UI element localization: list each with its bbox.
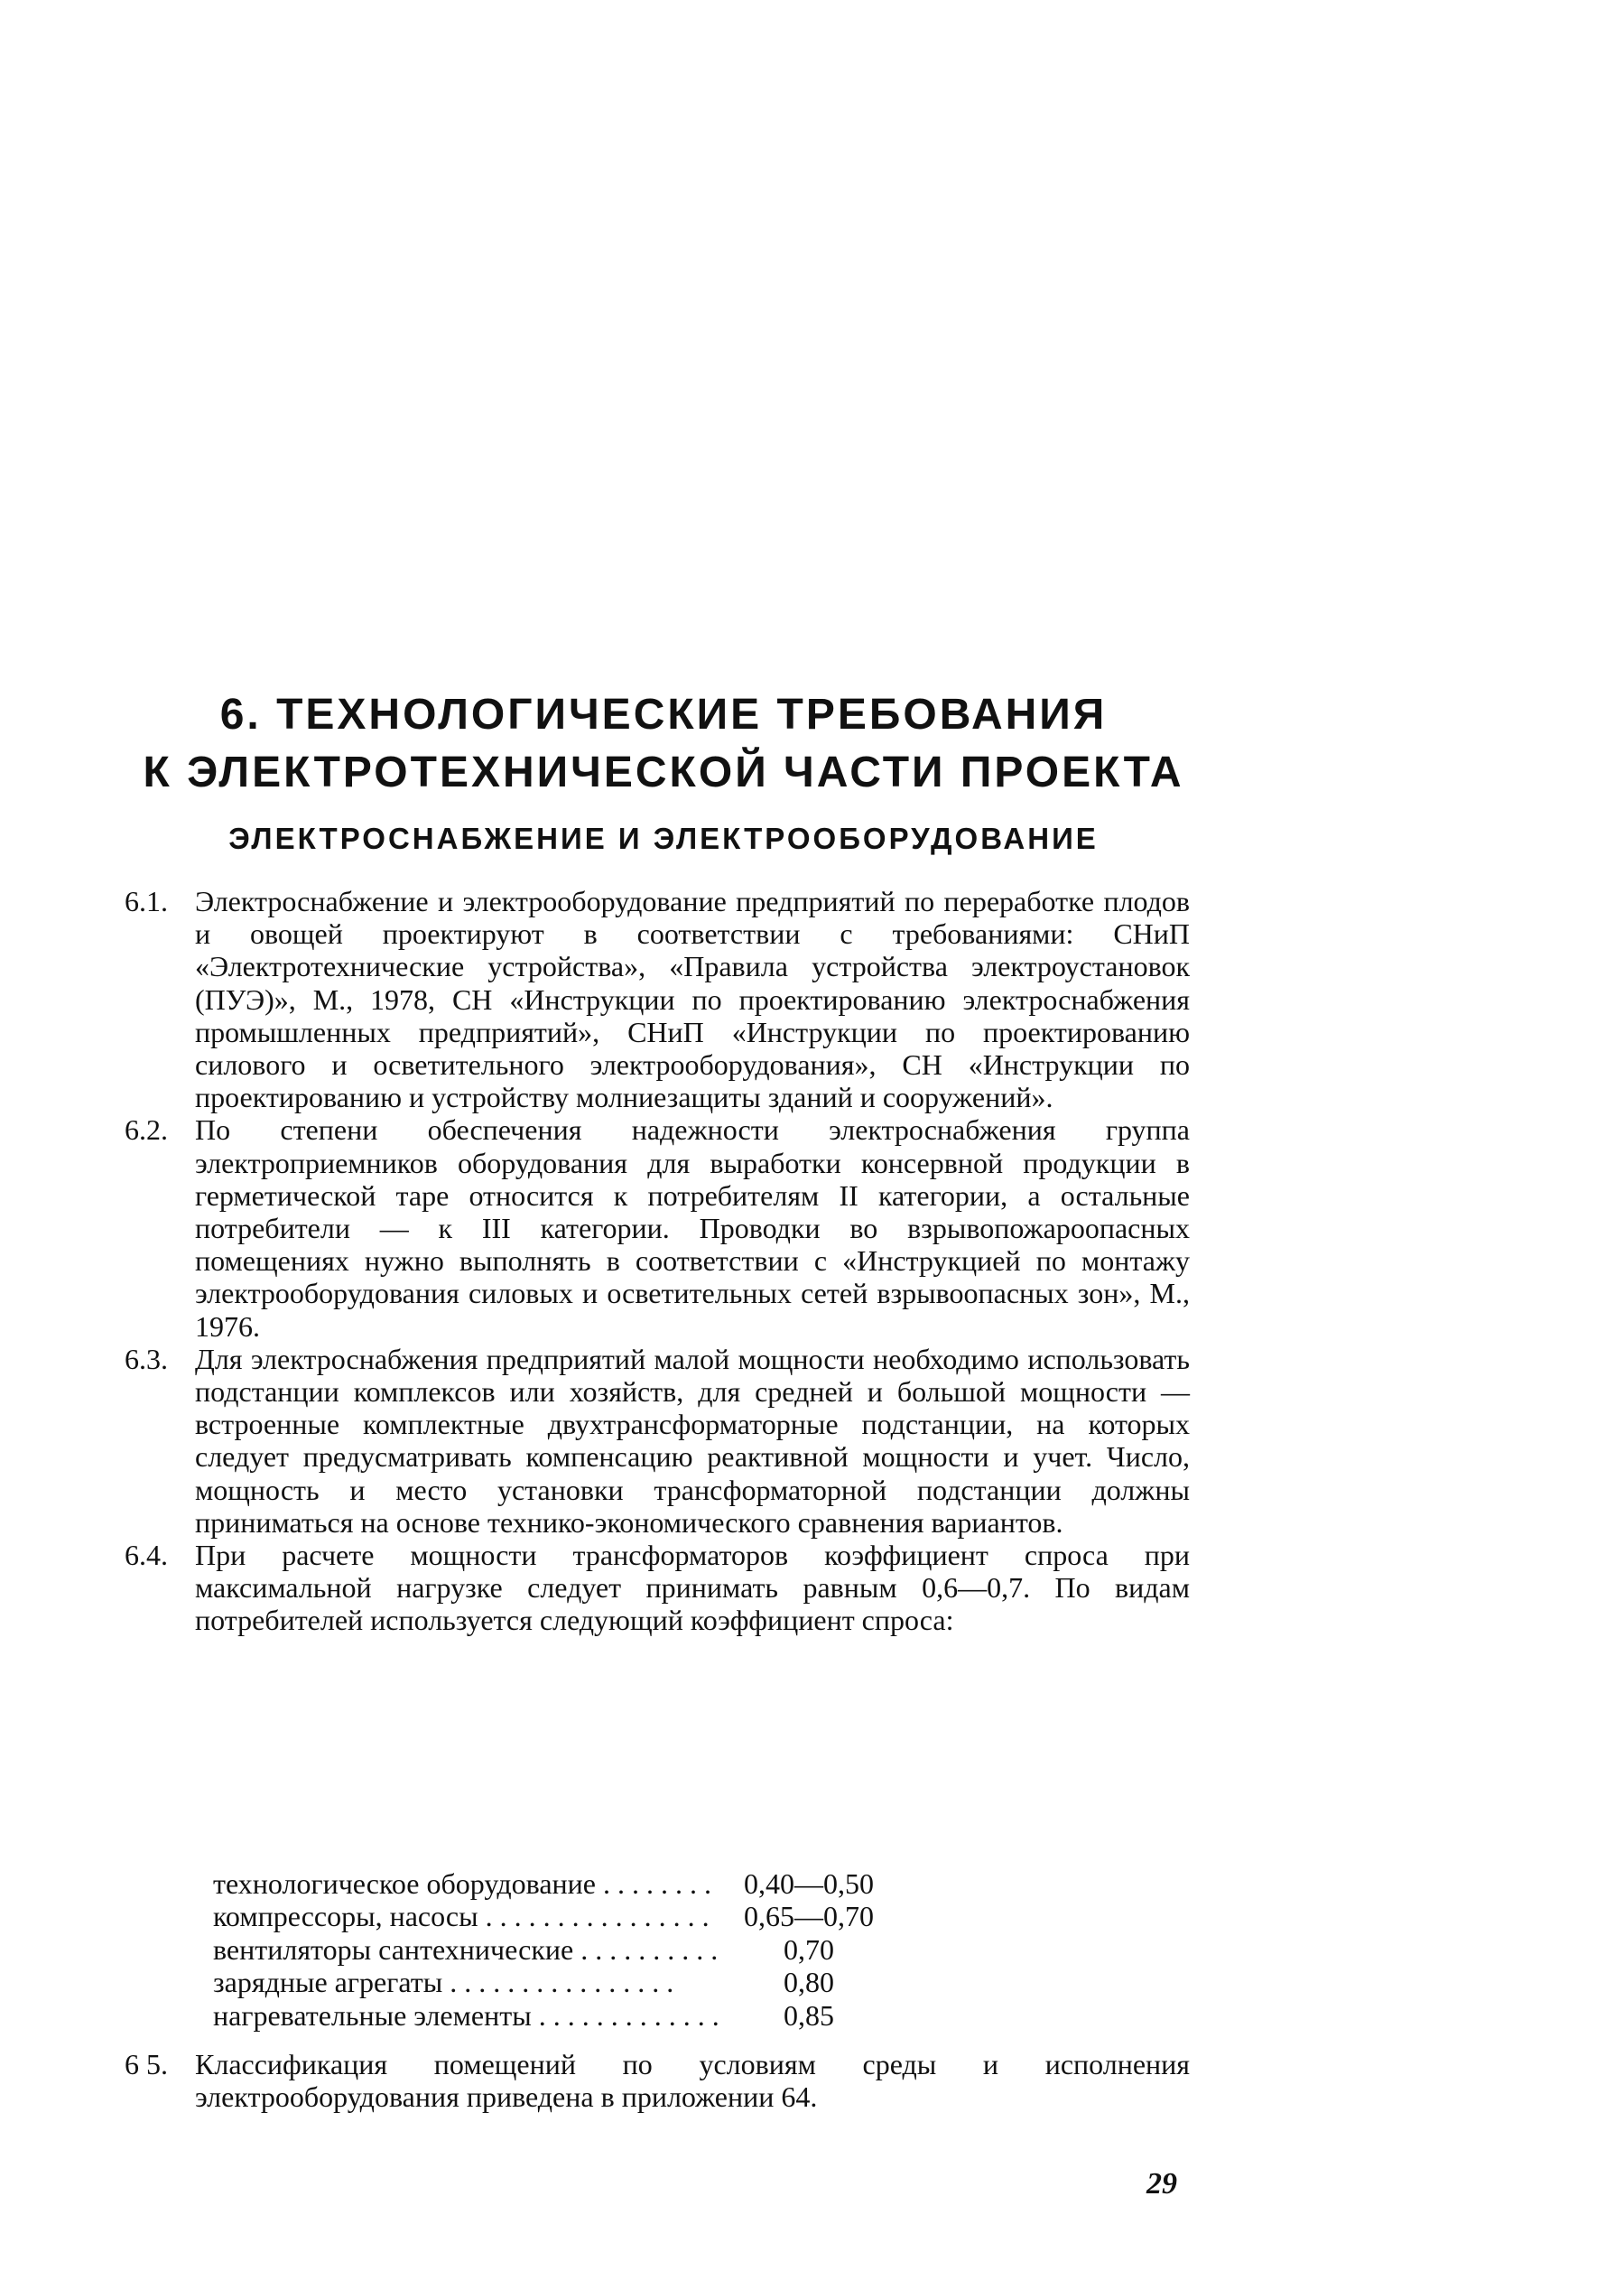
list-item (213, 1966, 1098, 1998)
coefficient-value: 0,80 (784, 1966, 834, 1999)
coefficient-value: 0,40—0,50 (744, 1867, 874, 1900)
consumer-type: технологическое оборудование . . . (213, 1867, 719, 1900)
section-number: 6 5. (125, 2048, 168, 2080)
section-6-5-wrapper (125, 2048, 1190, 2113)
list-item (213, 1900, 1098, 1932)
numbered-sections (125, 885, 1190, 1637)
section-number: 6.1. (125, 885, 168, 917)
section-6-4 (125, 1539, 1190, 1637)
coefficient-value: 0,70 (784, 1932, 834, 1966)
list-item (213, 1999, 1098, 2032)
section-number: 6.2. (125, 1113, 168, 1147)
chapter-heading (135, 686, 1192, 856)
section-6-1 (125, 885, 1190, 1113)
demand-coefficient-list (213, 1867, 1098, 2032)
page-number: 29 (1146, 2167, 1177, 2201)
coefficient-value: 0,65—0,70 (744, 1900, 874, 1933)
coefficient-value: 0,85 (784, 1998, 834, 2032)
section-text: При расчете мощности трансформаторов коэффициент спроса при максимальной нагрузке следует принимать равным 0,6—0,7. По видам потребителей используется следующий коэффициент спроса: (195, 1539, 1190, 1637)
section-text: Классификация помещений по условиям среды и исполнения электрооборудования приведена в приложении 64. (195, 2048, 1190, 2114)
section-subtitle: ЭЛЕКТРОСНАБЖЕНИЕ И ЭЛЕКТРООБОРУДОВАНИЕ (228, 822, 1099, 855)
section-number: 6.4. (125, 1539, 168, 1572)
list-item (213, 1933, 1098, 1966)
consumer-type: компрессоры, насосы . . . (213, 1900, 719, 1932)
list-item (213, 1867, 1098, 1900)
section-6-2 (125, 1113, 1190, 1342)
section-text: Для электроснабжения предприятий малой мощности необходимо использовать подстанции комплексов или хозяйств, для средней и большой мощности — встроенные комплектные двухтрансформаторные подстанции, на которых следует предусматривать компенсацию реактивной мощности и учет. Число, мощность и место установки трансформаторной подстанции должны приниматься на основе технико-экономического сравнения вариантов. (195, 1342, 1190, 1539)
chapter-title-line-1: 6. ТЕХНОЛОГИЧЕСКИЕ ТРЕБОВАНИЯ (219, 691, 1108, 739)
consumer-type: вентиляторы сантехнические . . . (213, 1933, 719, 1966)
section-text: Электроснабжение и электрооборудование предприятий по переработке плодов и овощей проектируют в соответствии с требованиями: СНиП «Электротехнические устройства», «Правила устройства электроустановок (ПУЭ)», М., 1978, СН «Инструкции по проектированию электроснабжения промышленных предприятий», СНиП «Инструкции по проектированию силового и осветительного электрооборудования», СН «Инструкции по проектированию и устройству молниезащиты зданий и сооружений». (195, 885, 1190, 1114)
chapter-title-line-2: К ЭЛЕКТРОТЕХНИЧЕСКОЙ ЧАСТИ ПРОЕКТА (143, 749, 1184, 796)
consumer-type: нагревательные элементы . . . (213, 1999, 719, 2032)
consumer-type: зарядные агрегаты . . . (213, 1966, 719, 1998)
section-text: По степени обеспечения надежности электроснабжения группа электроприемников оборудования для выработки консервной продукции в герметической таре относится к потребителям II категории, а остальные потребители — к III категории. Проводки во взрывопожароопасных помещениях нужно выполнять в соответствии с «Инструкцией по монтажу электрооборудования силовых и осветительных сетей взрывоопасных зон», М., 1976. (195, 1113, 1190, 1343)
section-6-3 (125, 1343, 1190, 1539)
section-number: 6.3. (125, 1342, 168, 1375)
section-6-5 (125, 2048, 1190, 2113)
